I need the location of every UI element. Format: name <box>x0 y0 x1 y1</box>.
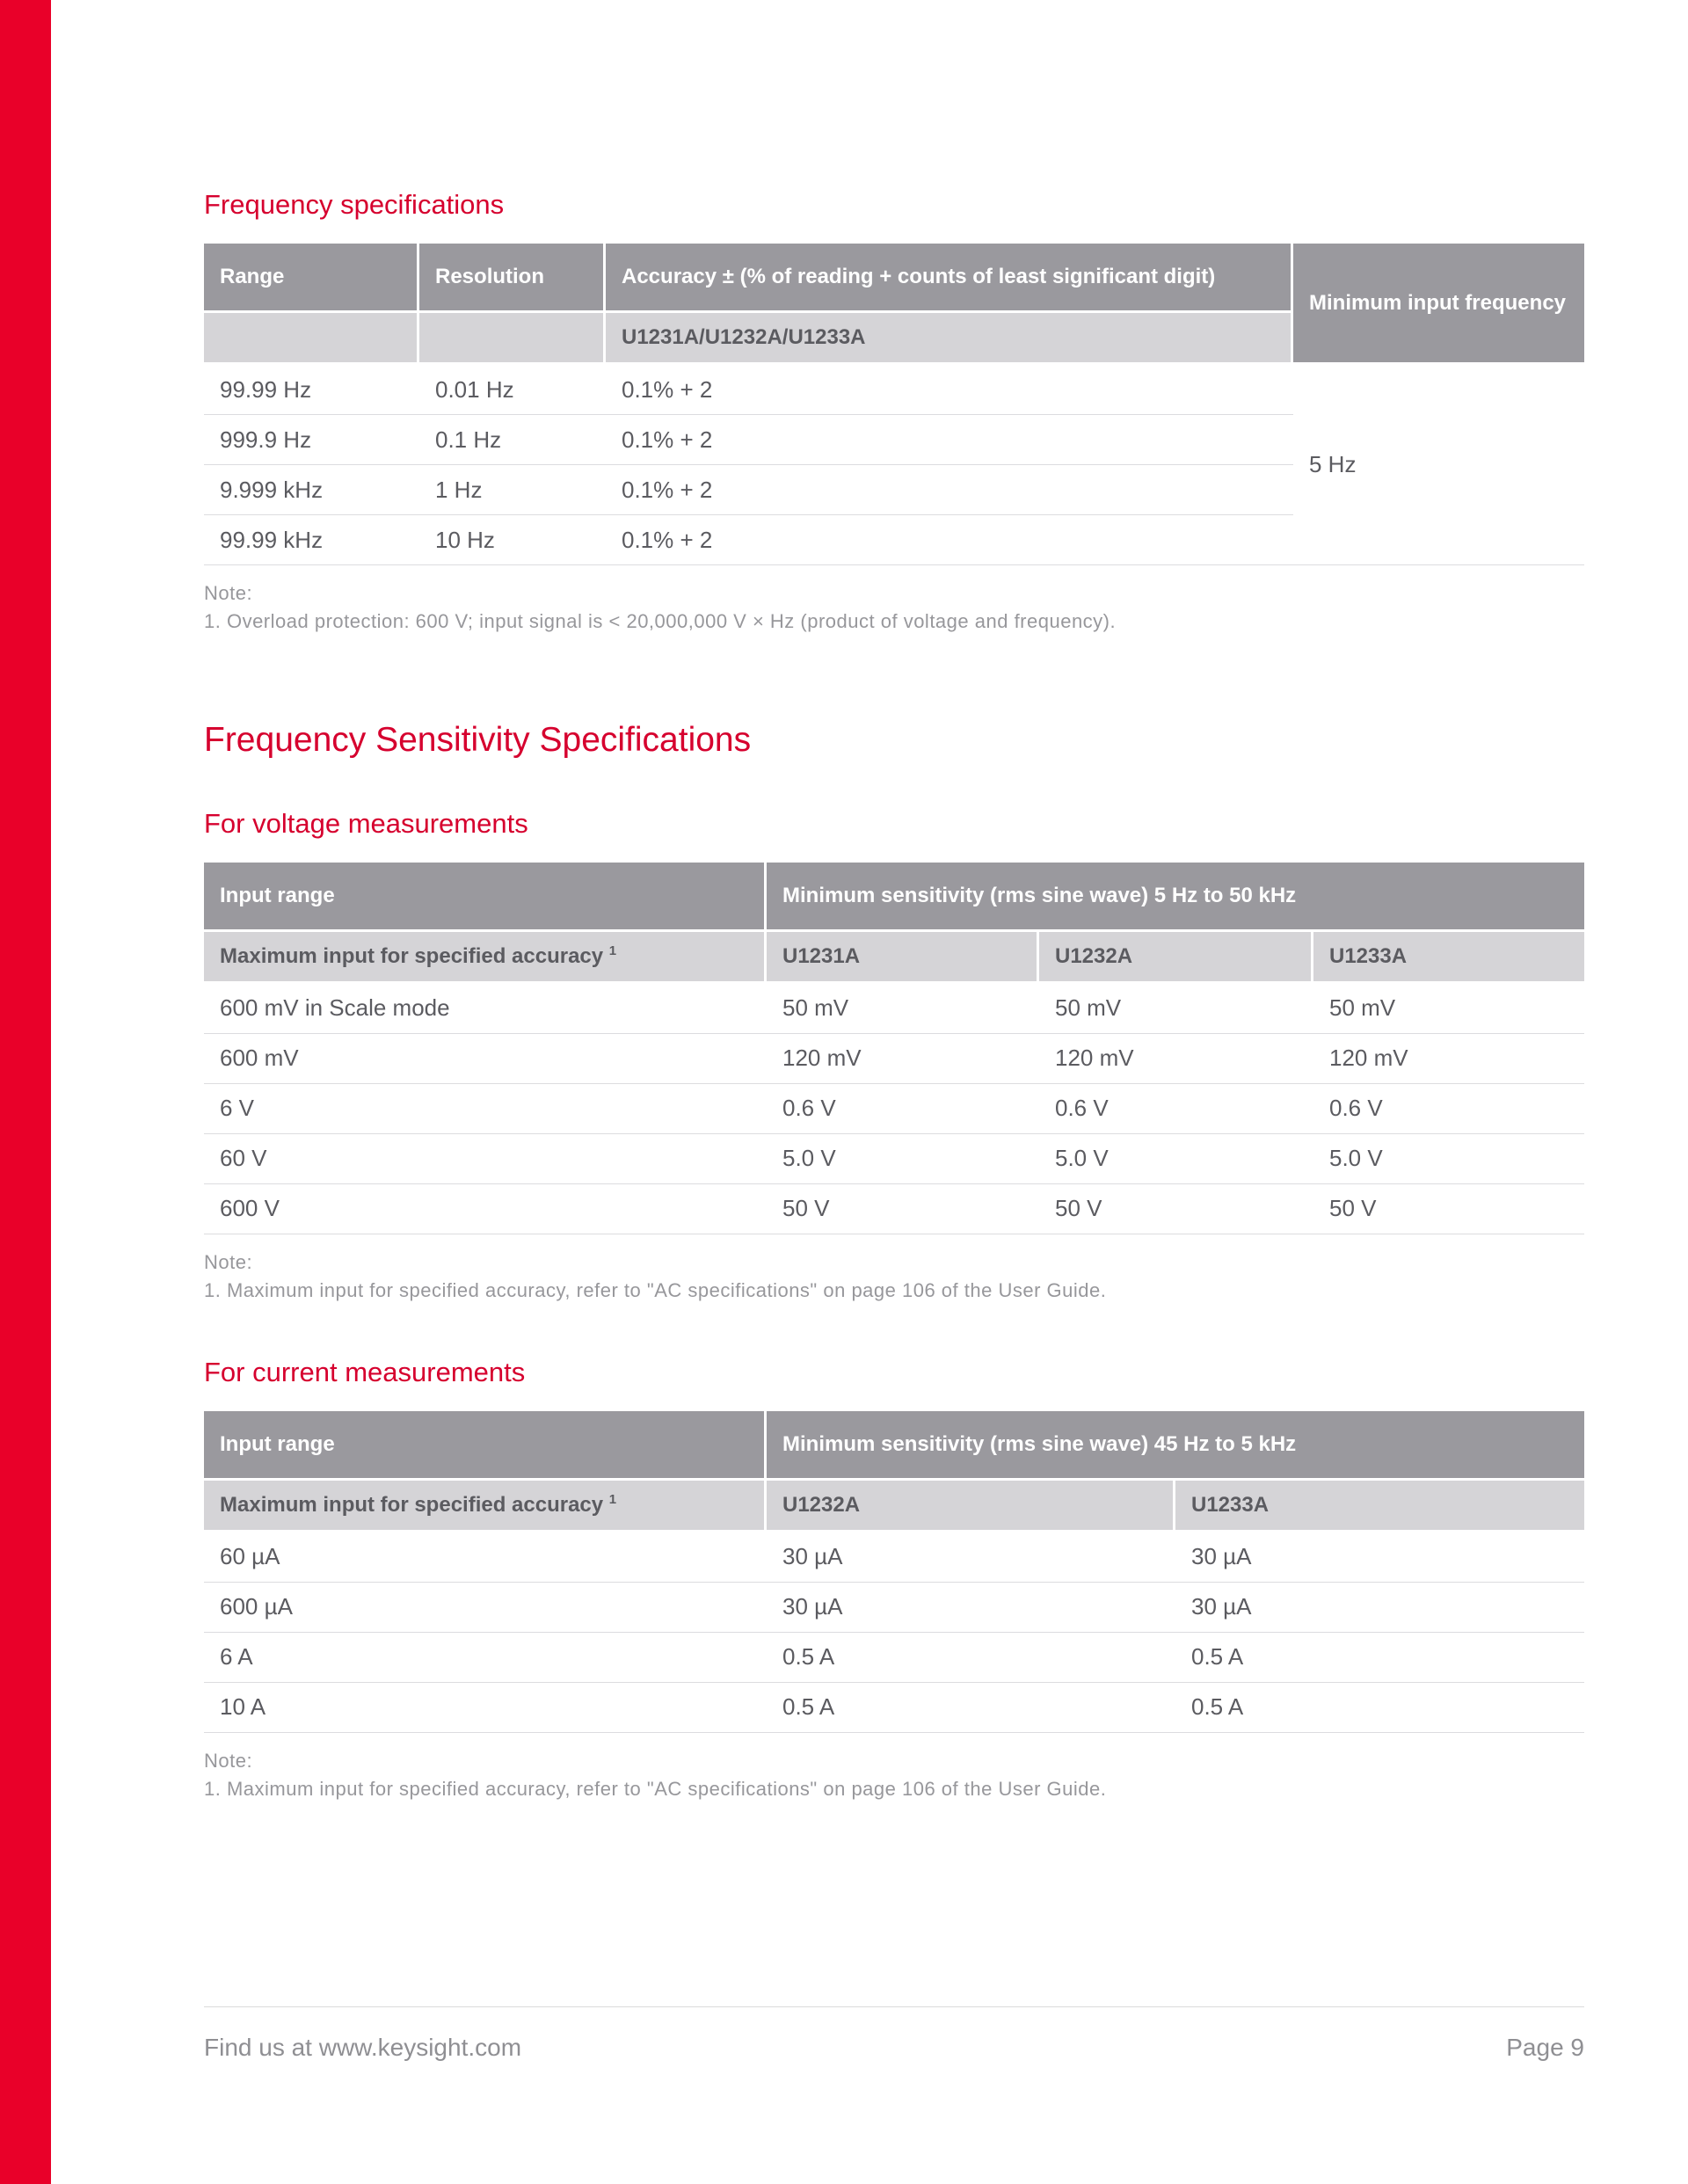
table-cell-range: 9.999 kHz <box>204 465 419 515</box>
table-cell-resolution: 10 Hz <box>419 515 606 565</box>
table-cell-value: 30 µA <box>767 1583 1175 1633</box>
table-cell-value: 30 µA <box>1175 1532 1584 1583</box>
table-cell-value: 50 mV <box>767 984 1039 1034</box>
table-cell-input: 10 A <box>204 1683 767 1733</box>
table-cell-input: 600 mV in Scale mode <box>204 984 767 1034</box>
table-row <box>204 1683 1584 1733</box>
table-cell-resolution: 0.01 Hz <box>419 365 606 415</box>
footer-website-link[interactable]: Find us at www.keysight.com <box>204 2034 522 2061</box>
section-title-frequency-sensitivity: Frequency Sensitivity Specifications <box>204 720 752 759</box>
note-label: Note: <box>204 1250 253 1273</box>
table-cell-value: 120 mV <box>1313 1034 1584 1084</box>
table-cell-value: 0.5 A <box>767 1683 1175 1733</box>
table-cell-value: 0.6 V <box>1313 1084 1584 1134</box>
table-cell-value: 0.5 A <box>767 1633 1175 1683</box>
page-content <box>204 0 1584 1803</box>
header-cell-input-range: Input range <box>204 1411 767 1481</box>
header-cell-min-sensitivity: Minimum sensitivity (rms sine wave) 45 Hz to 5 kHz <box>767 1411 1584 1481</box>
table-header-row <box>204 244 1584 313</box>
table-cell-value: 30 µA <box>1175 1583 1584 1633</box>
note-frequency-specs <box>204 579 1584 636</box>
table-row <box>204 1184 1584 1234</box>
table-cell-value: 50 mV <box>1313 984 1584 1034</box>
note-label: Note: <box>204 582 253 605</box>
table-row <box>204 984 1584 1034</box>
footer-page-number: Page 9 <box>1506 2034 1584 2061</box>
table-cell-input: 60 V <box>204 1134 767 1184</box>
table-cell-value: 0.5 A <box>1175 1683 1584 1733</box>
table-header-row <box>204 863 1584 932</box>
table-row <box>204 1583 1584 1633</box>
table-cell-value: 30 µA <box>767 1532 1175 1583</box>
table-cell-value: 5.0 V <box>1039 1134 1313 1184</box>
header-cell-resolution: Resolution <box>419 244 606 313</box>
table-cell-value: 50 mV <box>1039 984 1313 1034</box>
table-row <box>204 1532 1584 1583</box>
header-cell-input-range: Input range <box>204 863 767 932</box>
table-row <box>204 1633 1584 1683</box>
subheader-max-input-text: Maximum input for specified accuracy <box>220 1493 609 1518</box>
header-cell-range: Range <box>204 244 419 313</box>
header-cell-min-input-frequency: Minimum input frequency <box>1293 244 1584 365</box>
table-cell-range: 99.99 kHz <box>204 515 419 565</box>
subheader-cell-u1232a: U1232A <box>1039 932 1313 984</box>
subheader-cell-u1232a: U1232A <box>767 1481 1175 1532</box>
table-cell-value: 0.6 V <box>767 1084 1039 1134</box>
table-cell-input: 6 A <box>204 1633 767 1683</box>
subheader-cell-u1231a: U1231A <box>767 932 1039 984</box>
table-cell-range: 999.9 Hz <box>204 415 419 465</box>
note-label: Note: <box>204 1749 253 1772</box>
brand-accent-bar <box>0 0 51 2184</box>
subheader-cell-max-input <box>204 1481 767 1532</box>
table-subheader-row <box>204 1481 1584 1532</box>
subheader-cell-empty <box>419 313 606 365</box>
table-cell-value: 0.5 A <box>1175 1633 1584 1683</box>
section-title-frequency-specifications: Frequency specifications <box>204 189 505 220</box>
table-cell-accuracy: 0.1% + 2 <box>606 465 1293 515</box>
table-cell-value: 120 mV <box>1039 1034 1313 1084</box>
table-row <box>204 1134 1584 1184</box>
table-cell-value: 5.0 V <box>1313 1134 1584 1184</box>
table-row <box>204 1034 1584 1084</box>
table-cell-value: 0.6 V <box>1039 1084 1313 1134</box>
table-subheader-row <box>204 932 1584 984</box>
subheader-cell-empty <box>204 313 419 365</box>
table-row <box>204 365 1584 415</box>
table-cell-range: 99.99 Hz <box>204 365 419 415</box>
frequency-specs-table <box>204 244 1584 565</box>
subsection-title-voltage-measurements: For voltage measurements <box>204 807 528 839</box>
table-cell-value: 120 mV <box>767 1034 1039 1084</box>
table-cell-resolution: 0.1 Hz <box>419 415 606 465</box>
current-sensitivity-table <box>204 1411 1584 1733</box>
note-text: 1. Overload protection: 600 V; input signal is < 20,000,000 V × Hz (product of voltage and frequency). <box>204 610 1117 633</box>
page-footer <box>204 2006 1584 2062</box>
table-cell-value: 50 V <box>1039 1184 1313 1234</box>
footnote-marker: 1 <box>608 1492 617 1508</box>
table-cell-resolution: 1 Hz <box>419 465 606 515</box>
note-text: 1. Maximum input for specified accuracy, refer to "AC specifications" on page 106 of the User Guide. <box>204 1777 1107 1800</box>
subsection-title-current-measurements: For current measurements <box>204 1356 526 1387</box>
note-current-sensitivity <box>204 1747 1584 1803</box>
header-cell-min-sensitivity: Minimum sensitivity (rms sine wave) 5 Hz to 50 kHz <box>767 863 1584 932</box>
table-row <box>204 1084 1584 1134</box>
table-cell-min-frequency: 5 Hz <box>1293 365 1584 565</box>
table-cell-accuracy: 0.1% + 2 <box>606 415 1293 465</box>
subheader-cell-u1233a: U1233A <box>1313 932 1584 984</box>
subheader-max-input-text: Maximum input for specified accuracy <box>220 944 609 969</box>
table-cell-value: 50 V <box>767 1184 1039 1234</box>
table-cell-input: 600 µA <box>204 1583 767 1633</box>
table-header-row <box>204 1411 1584 1481</box>
subheader-cell-max-input <box>204 932 767 984</box>
table-cell-input: 600 V <box>204 1184 767 1234</box>
table-cell-value: 5.0 V <box>767 1134 1039 1184</box>
table-cell-accuracy: 0.1% + 2 <box>606 365 1293 415</box>
table-cell-accuracy: 0.1% + 2 <box>606 515 1293 565</box>
header-cell-accuracy: Accuracy ± (% of reading + counts of least significant digit) <box>606 244 1293 313</box>
table-cell-input: 6 V <box>204 1084 767 1134</box>
note-text: 1. Maximum input for specified accuracy, refer to "AC specifications" on page 106 of the User Guide. <box>204 1278 1107 1301</box>
voltage-sensitivity-table <box>204 863 1584 1234</box>
table-cell-input: 60 µA <box>204 1532 767 1583</box>
subheader-cell-models: U1231A/U1232A/U1233A <box>606 313 1293 365</box>
table-cell-value: 50 V <box>1313 1184 1584 1234</box>
note-voltage-sensitivity <box>204 1249 1584 1305</box>
table-cell-input: 600 mV <box>204 1034 767 1084</box>
subheader-cell-u1233a: U1233A <box>1175 1481 1584 1532</box>
footnote-marker: 1 <box>608 943 617 959</box>
